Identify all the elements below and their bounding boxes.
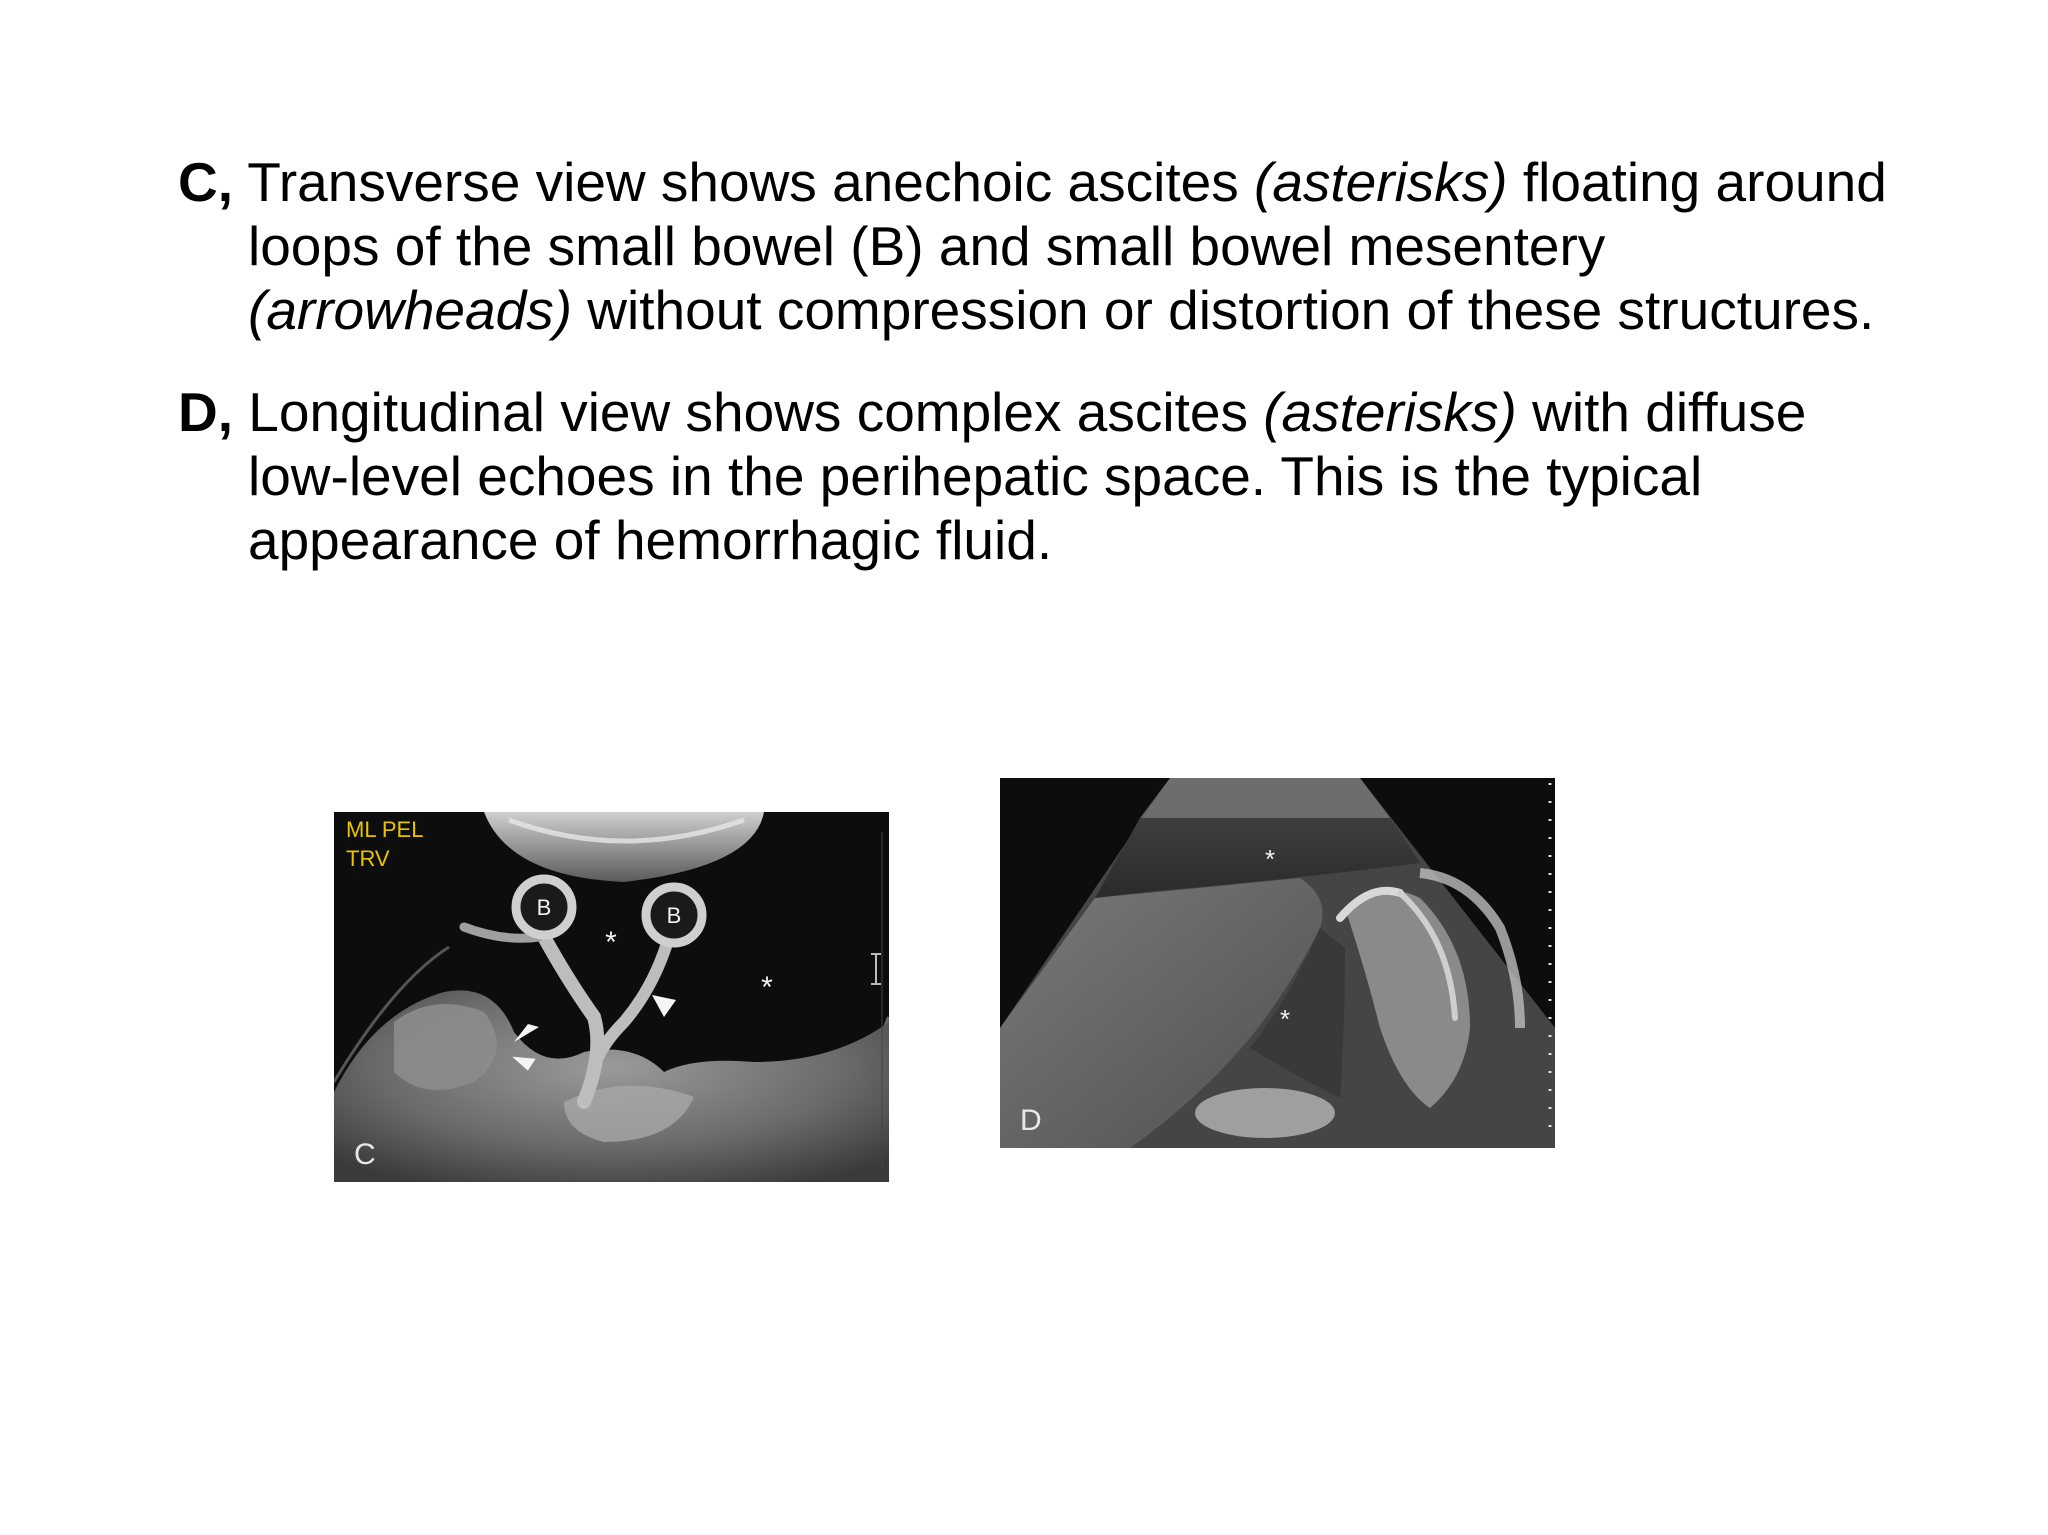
ultrasound-image-c	[334, 812, 889, 1182]
ultrasound-image-d	[1000, 778, 1555, 1148]
caption-d-text-1: Longitudinal view shows complex ascites	[233, 381, 1264, 443]
panel-letter-d: D	[1020, 1104, 1042, 1137]
bowel-label-left: B	[536, 895, 552, 920]
bowel-label-right: B	[666, 903, 682, 928]
caption-c-italic-arrowheads: (arrowheads)	[248, 279, 573, 341]
caption-c-italic-asterisks: (asterisks)	[1254, 151, 1508, 213]
caption-block	[178, 150, 1898, 572]
caption-c-text-3: without compression or distortion of these structures.	[572, 279, 1875, 341]
caption-c-text-1: Transverse view shows anechoic ascites	[233, 151, 1254, 213]
overlay-line-2: TRV	[346, 846, 390, 871]
caption-c-text-2: floating around loops of the small bowel (B) and small bowel mesentery	[248, 151, 1887, 277]
deep-bright-echo	[1195, 1088, 1335, 1138]
ultrasound-d-svg	[1000, 778, 1555, 1148]
overlay-line-1: ML PEL	[346, 817, 424, 842]
asterisk-top: *	[1264, 844, 1276, 874]
caption-d-text-2: with diffuse low-level echoes in the perihepatic space. This is the typical appearance of hemorrhagic fluid.	[248, 381, 1807, 571]
asterisk-lower: *	[1279, 1004, 1291, 1034]
caption-c	[178, 150, 1898, 342]
near-field-wall	[1140, 778, 1390, 818]
caption-d-italic-asterisks: (asterisks)	[1263, 381, 1517, 443]
asterisk-right: *	[761, 971, 773, 1004]
caption-c-letter: C,	[178, 151, 233, 213]
caption-d	[178, 380, 1898, 572]
panel-letter-c: C	[354, 1138, 376, 1171]
asterisk-center: *	[605, 926, 617, 959]
caption-d-letter: D,	[178, 381, 233, 443]
ultrasound-c-svg	[334, 812, 889, 1182]
